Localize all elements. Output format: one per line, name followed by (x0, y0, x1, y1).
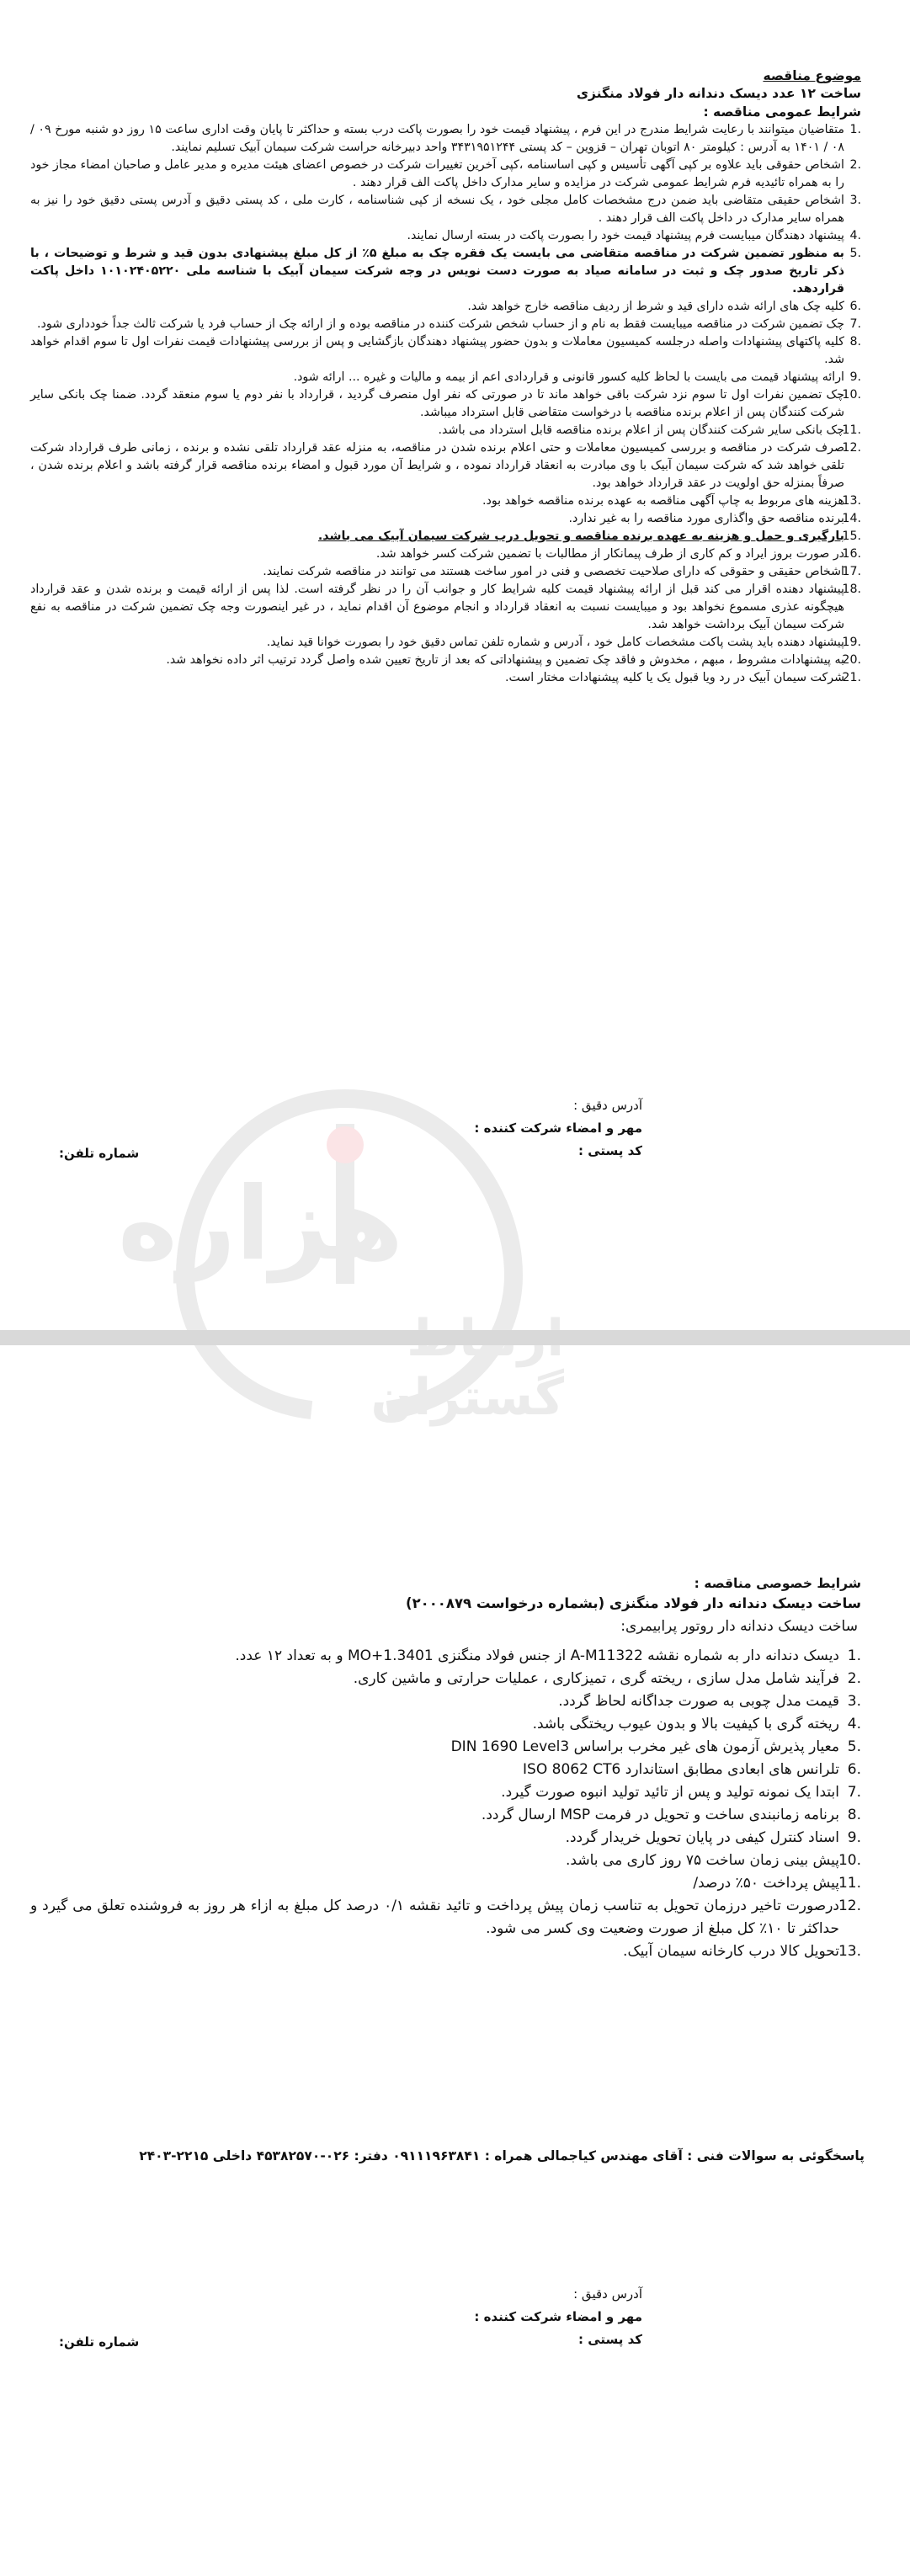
spec-item: 10. پیش بینی زمان ساخت ۷۵ روز کاری می باشد. (566, 1852, 861, 1869)
subject-title: ساخت ۱۲ عدد دیسک دندانه دار فولاد منگنزی (576, 86, 861, 101)
watermark-brand-sub: گستران (370, 1368, 564, 1427)
general-conditions-body (30, 67, 861, 687)
spec-item: 6. تلرانس های ابعادی مطابق استاندارد ISO 8062 CT6 (523, 1761, 861, 1778)
spec-item: 7. ابتدا یک نمونه تولید و پس از تائید تولید انبوه صورت گیرد. (501, 1784, 861, 1801)
clause-item: 15. بارگیری و حمل و هزینه به عهده برنده مناقصه و تحویل درب شرکت سیمان آبیک می باشد. (317, 530, 861, 543)
postal-code-label: کد پستی : (577, 1143, 642, 1158)
spec-item: 2. فرآیند شامل مدل سازی ، ریخته گری ، تمیزکاری ، عملیات حرارتی و ماشین کاری. (353, 1670, 861, 1687)
clause-item: 21. شرکت سیمان آبیک در رد ویا قبول یک یا کلیه پیشنهادات مختار است. (504, 671, 861, 684)
page-special-conditions (0, 1339, 910, 2576)
general-clauses-list (30, 121, 861, 687)
clause-item: 8. کلیه پاکتهای پیشنهادات واصله درجلسه کمیسیون معاملات و بدون حضور پیشنهاد دهندگان بازگشایی و پس از بررسی پیشنهادات قیمت نفرات اول تا سوم اقدام خواهد شد. (30, 335, 861, 366)
clause-item: 6. کلیه چک های ارائه شده دارای قید و شرط از ردیف مناقصه خارج خواهد شد. (467, 300, 861, 313)
stamp-label: مهر و امضاء شرکت کننده : (474, 1120, 642, 1136)
clause-item: 7. چک تضمین شرکت در مناقصه میبایست فقط به نام و از حساب شخص شرکت کننده در مناقصه بوده و از ارائه چک از حساب فرد یا شرکت ثالث جداً خودداری شود. (37, 317, 861, 331)
clause-item: 17. اشخاص حقیقی و حقوقی که دارای صلاحیت تخصصی و فنی در امور ساخت هستند می توانند در مناقصه شرکت نمایند. (263, 565, 861, 578)
clause-item: 11. چک بانکی سایر شرکت کنندگان پس از اعلام برنده مناقصه قابل استرداد می باشد. (438, 423, 861, 437)
clause-item: 4. پیشنهاد دهندگان میبایست فرم پیشنهاد قیمت خود را بصورت پاکت در بسته ارسال نمایند. (407, 229, 861, 242)
signature-block-1 (289, 1094, 642, 1163)
spec-item: 3. قیمت مدل چوبی به صورت جداگانه لحاظ گردد. (558, 1693, 861, 1710)
clause-item: 13. هزینه های مربوط به چاپ آگهی مناقصه به عهده برنده مناقصه خواهد بود. (482, 494, 861, 508)
spec-item: 13. تحویل کالا درب کارخانه سیمان آبیک. (623, 1943, 861, 1960)
general-conditions-heading: شرایط عمومی مناقصه : (703, 104, 861, 120)
clause-item: 2. اشخاص حقوقی باید علاوه بر کپی آگهی تأسیس و کپی اساسنامه ،کپی آخرین تغییرات شرکت در خصوص اعضای هیئت مدیره و مدیر عامل و صاحبان امضاء مجاز خود را به همراه تائیدیه فرم شرایط عمومی شرکت در مزایده و سایر مدارک داخل پاکت الف قرار دهند . (30, 158, 861, 189)
special-conditions-heading: شرایط خصوصی مناقصه : (694, 1576, 861, 1591)
address-label: آدرس دقیق : (573, 2286, 642, 2302)
spec-item: 4. ریخته گری با کیفیت بالا و بدون عیوب ریختگی باشد. (532, 1716, 861, 1732)
clause-item: 5. به منظور تضمین شرکت در مناقصه متقاضی می بایست یک فقره چک به مبلغ ۵٪ از کل مبلغ پیشنهادی بدون قید و شرط و توضیحات ، با ذکر تاریخ صدور چک و ثبت در سامانه صیاد به صورت دست نویس در وجه شرکت سیمان آبیک با شناسه ملی ۱۰۱۰۲۴۰۵۲۲۰ داخل پاکت قراردهد. (30, 247, 861, 295)
spec-intro: ساخت دیسک دندانه دار روتور پرابیمری: (620, 1618, 858, 1635)
technical-contact: پاسخگوئی به سوالات فنی : آقای مهندس کیاجمالی همراه : ۰۹۱۱۱۹۶۳۸۴۱ دفتر: ۰۲۶-۴۵۳۸۲۵۷۰ داخلی ۲۲۱۵-۲۴۰۳ (139, 2148, 865, 2164)
watermark-brand-main: هزاره (118, 1166, 403, 1283)
subject-label: موضوع مناقصه (763, 68, 861, 83)
clause-item: 3. اشخاص حقیقی متقاضی باید ضمن درج مشخصات کامل مجلی خود ، یک نسخه از کپی شناسنامه ، کارت ملی ، کد پستی دقیق و آدرس پستی دقیق خود را نیز به همراه سایر مدارک در داخل پاکت الف قرار دهند . (30, 194, 861, 225)
stamp-label: مهر و امضاء شرکت کننده : (474, 2309, 642, 2324)
clause-item: 1. متقاضیان میتوانند با رعایت شرایط مندرج در این فرم ، پیشنهاد قیمت خود را بصورت پاکت درب بسته و حداکثر تا پایان وقت اداری ساعت ۱۵ روز دو شنبه مورخ ۰۹ / ۰۸ / ۱۴۰۱ به آدرس : کیلومتر ۸۰ اتوبان تهران – قزوین – کد پستی ۳۴۳۱۹۵۱۲۴۴ واحد دبیرخانه حراست شرکت سیمان آبیک تسلیم نمایند. (30, 123, 861, 154)
clause-item: 20. به پیشنهادات مشروط ، مبهم ، مخدوش و فاقد چک تضمین و پیشنهاداتی که بعد از تاریخ تعیین شده واصل گردد ترتیب اثر داده نخواهد شد. (166, 653, 861, 667)
spec-item: 9. اسناد کنترل کیفی در پایان تحویل خریدار گردد. (565, 1829, 861, 1846)
special-title: ساخت دیسک دندانه دار فولاد منگنزی (بشماره درخواست ۲۰۰۰۸۷۹) (406, 1595, 861, 1611)
spec-item: 1. دیسک دندانه دار به شماره نقشه A-M11322 از جنس فولاد منگنزی 1.3401+MO و به تعداد ۱۲ عدد. (235, 1647, 861, 1664)
clause-item: 12. صرف شرکت در مناقصه و بررسی کمیسیون معاملات و حتی اعلام برنده شدن در مناقصه، به منزله عقد قرارداد تلقی نشده و برنده ، زمانی طرف قرارداد شرکت تلقی خواهد شد که شرکت سیمان آبیک با وی مبادرت به انعقاد قرارداد نموده ، و شرایط آن مورد قبول و امضاء برنده مناقصه قرار گرفته باشد و اعلام برنده شدن ، صرفاً بمنزله حق اولویت در عقد قرارداد خواهد بود. (30, 441, 861, 490)
spec-list (30, 1645, 861, 1963)
phone-label-2: شماره تلفن: (59, 2334, 140, 2350)
special-conditions-body (30, 1574, 861, 1963)
clause-item: 10. چک تضمین نفرات اول تا سوم نزد شرکت باقی خواهد ماند تا در صورتی که نفر اول منصرف گردید ، قرارداد با نفر دوم یا سوم منعقد گردد. ضمنا چک بانکی سایر شرکت کنندگان پس از اعلام برنده مناقصه با درخواست متقاضی قابل استرداد میباشد. (30, 388, 861, 419)
phone-label-1: شماره تلفن: (59, 1146, 140, 1161)
clause-item: 9. ارائه پیشنهاد قیمت می بایست با لحاظ کلیه کسور قانونی و قراردادی اعم از بیمه و مالیات و غیره ... ارائه شود. (293, 370, 861, 384)
spec-item: 5. معیار پذیرش آزمون های غیر مخرب براساس DIN 1690 Level3 (450, 1738, 861, 1755)
address-label: آدرس دقیق : (573, 1098, 642, 1113)
postal-code-label: کد پستی : (577, 2332, 642, 2347)
clause-item: 14. برنده مناقصه حق واگذاری مورد مناقصه را به غیر ندارد. (568, 512, 861, 525)
spec-item: 8. برنامه زمانبندی ساخت و تحویل در فرمت MSP ارسال گردد. (481, 1807, 861, 1823)
clause-item: 16. در صورت بروز ایراد و کم کاری از طرف پیمانکار از مطالبات با تضمین شرکت کسر خواهد شد. (375, 547, 861, 561)
clause-item: 18. پیشنهاد دهنده اقرار می کند قبل از ارائه پیشنهاد قیمت کلیه شرایط کار و جوانب آن را در نظر گرفته است. لذا پس از ارائه قیمت و برنده شدن و عقد قرارداد هیچگونه عذری مسموع نخواهد بود و میبایست نسبت به انعقاد قرارداد و انجام موضوع آن اقدام نماید ، در غیر اینصورت وجه چک تضمین شرکت در مناقصه به نفع شرکت سیمان آبیک برداشت خواهد شد. (30, 583, 861, 631)
signature-block-2 (289, 2283, 642, 2351)
spec-item: 12. درصورت تاخیر درزمان تحویل به تناسب زمان پیش پرداخت و تائید نقشه ۰/۱ درصد کل مبلغ به ازاء هر روز به فروشنده تعلق می گیرد و حداکثر تا ۱۰٪ کل مبلغ از صورت وضعیت وی کسر می شود. (30, 1897, 861, 1937)
spec-item: 11. پیش پرداخت ۵۰٪ درصد/ (693, 1875, 861, 1892)
clause-item: 19. پیشنهاد دهنده باید پشت پاکت مشخصات کامل خود ، آدرس و شماره تلفن تماس دقیق خود را بصورت خوانا قید نماید. (266, 636, 861, 649)
